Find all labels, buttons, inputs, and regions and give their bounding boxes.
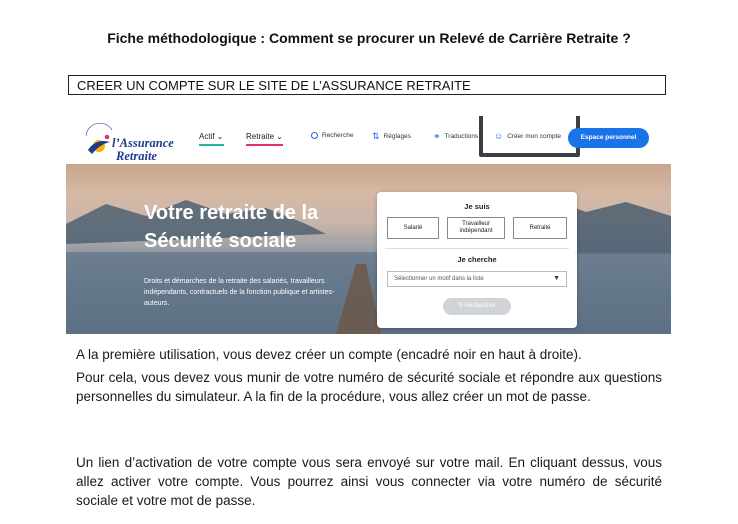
site-header — [66, 116, 671, 164]
motif-select-placeholder: Sélectionner un motif dans la liste — [394, 276, 484, 282]
nav-reglages-label: Réglages — [383, 133, 412, 140]
caret-down-icon: ▼ — [553, 275, 560, 282]
motif-select[interactable] — [387, 271, 567, 287]
website-screenshot — [66, 116, 671, 334]
nav-actif-label: Actif — [199, 132, 215, 141]
hero-description: Droits et démarches de la retraite des salariés, travailleurs indépendants, contractuels de la fonction publique et artistes-auteurs. — [144, 278, 335, 307]
sliders-icon: ⇅ — [372, 131, 380, 141]
nav-retraite[interactable] — [246, 132, 283, 141]
je-suis-heading: Je suis — [464, 202, 490, 211]
nav-actif[interactable] — [199, 132, 224, 141]
logo-line-1: l’Assurance — [112, 136, 174, 150]
chevron-down-icon: ⌄ — [216, 132, 224, 141]
document-title: Fiche méthodologique : Comment se procurer un Relevé de Carrière Retraite ? — [107, 30, 631, 46]
card-divider — [385, 248, 569, 249]
paragraph-1: A la première utilisation, vous devez créer un compte (encadré noir en haut à droite). — [76, 347, 582, 362]
nav-actif-underline — [199, 144, 224, 146]
nav-recherche-label: Recherche — [322, 132, 354, 139]
highlight-frame — [479, 116, 580, 157]
nav-creer-compte-label: Créer mon compte — [507, 133, 562, 140]
nav-traductions[interactable] — [433, 132, 478, 141]
chevron-down-icon: ⌄ — [276, 132, 283, 141]
logo-line-2: Retraite — [116, 149, 157, 163]
nav-traductions-label: Traductions — [444, 133, 479, 140]
assurance-retraite-logo[interactable] — [82, 122, 182, 162]
option-retraite[interactable]: Retraité — [513, 217, 567, 239]
option-salarie[interactable]: Salarié — [387, 217, 439, 239]
rechercher-button[interactable] — [443, 298, 511, 315]
nav-retraite-label: Retraite — [246, 132, 275, 141]
hero-title-line-2: Sécurité sociale — [144, 230, 297, 252]
rechercher-label: Rechercher — [464, 303, 496, 309]
option-travailleur-independant[interactable]: Travailleur indépendant — [447, 217, 505, 239]
globe-icon: ⚭ — [433, 131, 441, 141]
hero-title-line-1: Votre retraite de la — [144, 202, 319, 224]
nav-recherche[interactable] — [311, 132, 353, 139]
nav-retraite-underline — [246, 144, 283, 146]
search-card — [377, 192, 577, 328]
search-icon — [311, 132, 318, 139]
nav-reglages[interactable] — [372, 132, 411, 141]
espace-personnel-button[interactable]: Espace personnel — [568, 128, 649, 148]
section-heading: CREER UN COMPTE SUR LE SITE DE L’ASSURANCE RETRAITE — [68, 75, 666, 95]
paragraph-3: Un lien d’activation de votre compte vous sera envoyé sur votre mail. En cliquant dessus, vous allez activer votre compte. Vous pourrez ainsi vous connecter via votre numéro de sécurité sociale et votre mot de passe. — [76, 455, 662, 508]
search-icon: ⚲ — [458, 303, 463, 309]
paragraph-2: Pour cela, vous devez vous munir de votre numéro de sécurité sociale et répondre aux questions personnelles du simulateur. A la fin de la procédure, vous allez créer un mot de passe. — [76, 370, 662, 404]
je-cherche-heading: Je cherche — [457, 255, 497, 264]
add-user-icon: ☺ — [494, 131, 504, 141]
